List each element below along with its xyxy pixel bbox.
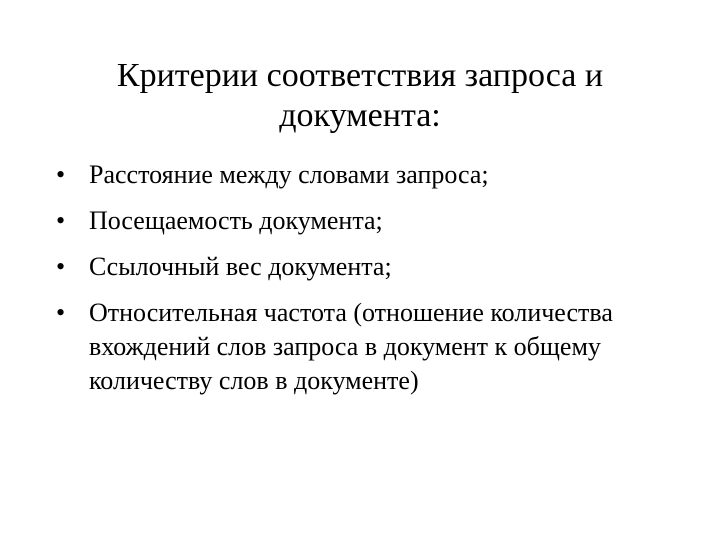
title-line-2: документа: [279, 97, 441, 134]
bullet-icon: • [56, 252, 66, 281]
criteria-item-label: Относительная частота (отношение количества вхождений слов запроса в документ к общему количеству слов в документе) [89, 298, 613, 395]
bullet-icon: • [56, 160, 66, 189]
criteria-item-link-weight [56, 250, 656, 284]
title-line-1: Критерии соответствия запроса и [116, 57, 604, 94]
criteria-item-label: Посещаемость документа; [89, 206, 383, 235]
criteria-item-attendance [56, 204, 656, 238]
criteria-item-relative-frequency [56, 296, 656, 398]
criteria-list [56, 158, 656, 410]
bullet-icon: • [56, 298, 66, 327]
bullet-icon: • [56, 206, 66, 235]
slide-title [90, 56, 630, 136]
criteria-item-label: Ссылочный вес документа; [89, 252, 392, 281]
criteria-item-label: Расстояние между словами запроса; [89, 160, 489, 189]
criteria-item-word-distance [56, 158, 656, 192]
